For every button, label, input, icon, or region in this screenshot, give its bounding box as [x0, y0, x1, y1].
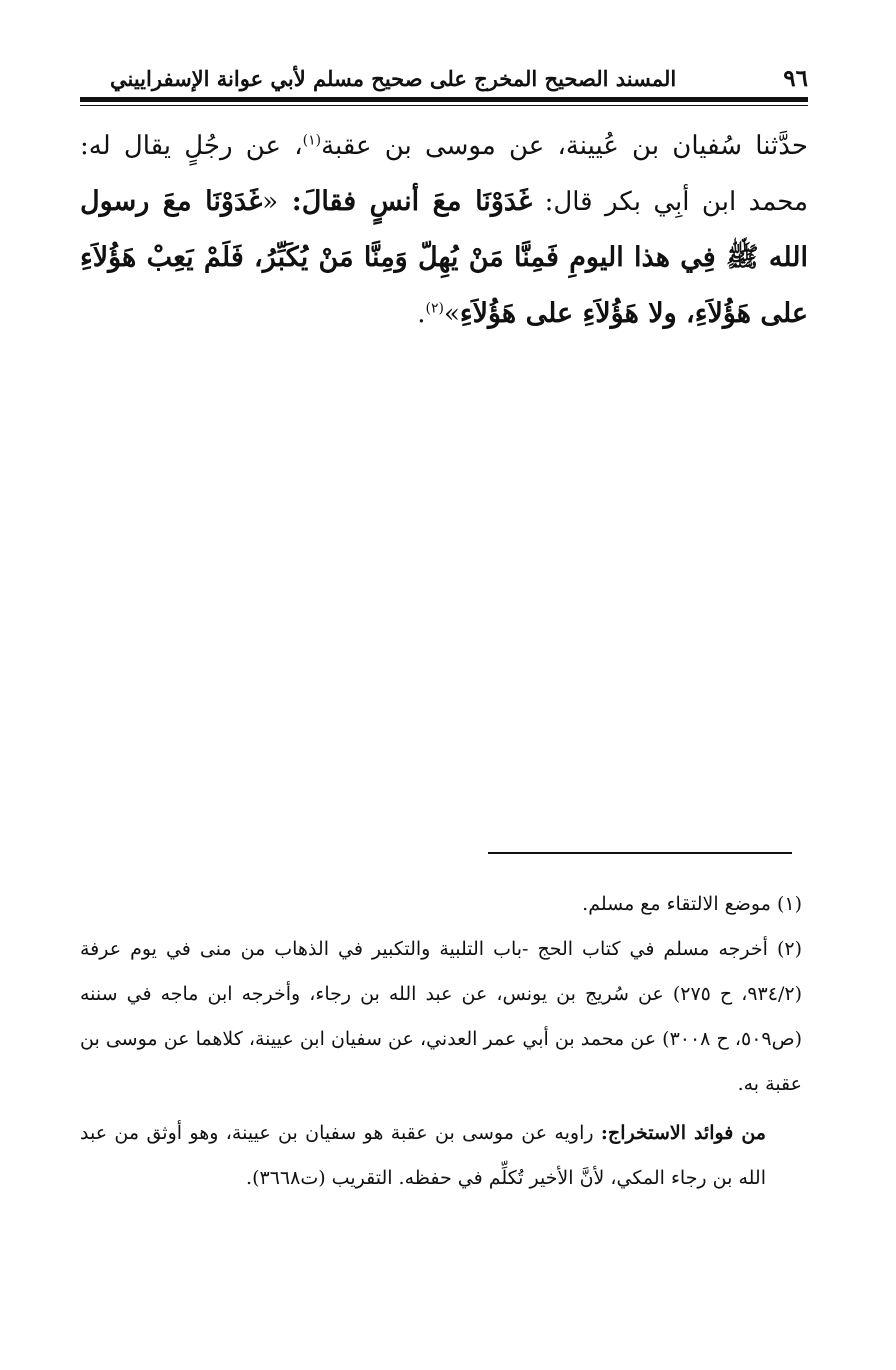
header-rule-thin: [80, 105, 808, 106]
header-rule-thick: [80, 97, 808, 102]
quote-close: »: [443, 299, 460, 329]
running-title: المسند الصحيح المخرج على صحيح مسلم لأبي عوانة الإسفراييني: [110, 66, 677, 91]
footnote-1-number: (١): [776, 893, 802, 915]
quote-open: «: [262, 187, 279, 217]
footnote-ref-2: (٢): [425, 300, 444, 317]
footnote-1: [80, 882, 802, 927]
footnote-2-text: أخرجه مسلم في كتاب الحج -باب التلبية والتكبير في الذهاب من منى في يوم عرفة (٩٣٤/٢، ح ٢٧٥) عن سُريج بن يونس، عن عبد الله بن رجاء، وأخرجه ابن ماجه في سننه (ص٥٠٩، ح ٣٠٠٨) عن محمد بن أبي عمر العدني، عن سفيان ابن عيينة، كلاهما عن موسى بن عقبة به.: [80, 938, 802, 1095]
narration-chain-end: ، عن رجُلٍ يقال له: محمد ابن أبِي بكر قال:: [80, 131, 808, 217]
narration-chain-start: حدَّثنا سُفيان بن عُيينة، عن موسى بن عقبة: [321, 131, 808, 161]
hadith-text: غَدَوْنَا معَ رسول الله ﷺ فِي هذا اليومِ فَمِنَّا مَنْ يُهِلّ وَمِنَّا مَنْ يُكَبِّرُ، فَلَمْ يَعِبْ هَؤُلاَءِ على هَؤُلاَءِ، ولا هَؤُلاَءِ على هَؤُلاَءِ: [80, 186, 808, 329]
page-header: [80, 58, 808, 94]
footnotes: [80, 882, 802, 1201]
page-number: ٩٦: [783, 65, 808, 92]
footnote-1-text: موضع الالتقاء مع مسلم.: [582, 893, 771, 915]
extraction-benefit: [80, 1111, 802, 1201]
footnote-separator: [488, 852, 792, 854]
extraction-benefit-label: من فوائد الاستخراج:: [600, 1122, 766, 1144]
sentence-end: .: [417, 299, 426, 329]
hadith-opening: غَدَوْنَا معَ أنسٍ فقالَ:: [278, 186, 533, 217]
footnote-2: [80, 927, 802, 1107]
footnote-2-number: (٢): [776, 938, 802, 960]
footnote-ref-1: (١): [302, 132, 322, 149]
extraction-benefit-text: راويه عن موسى بن عقبة هو سفيان بن عيينة، وهو أوثق من عبد الله بن رجاء المكي، لأنَّ الأخير تُكلِّم في حفظه. التقريب (ت٣٦٦٨).: [80, 1122, 766, 1189]
main-text: [80, 118, 808, 342]
